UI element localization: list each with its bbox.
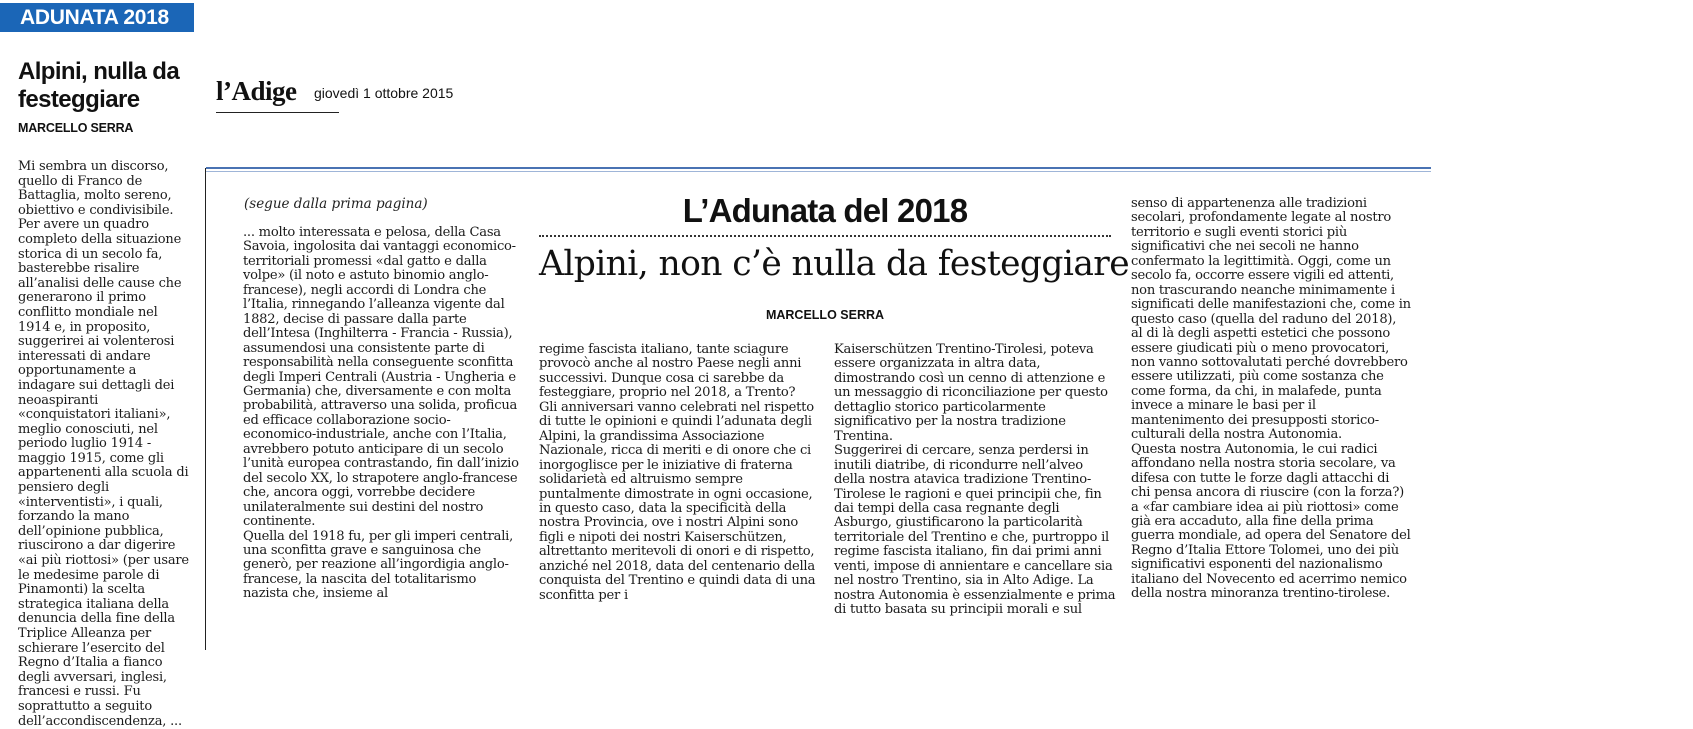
- sidebar-author: MARCELLO SERRA: [18, 121, 134, 135]
- dotted-divider: [539, 235, 1111, 237]
- article-headline: Alpini, non c’è nulla da festeggiare: [539, 244, 1130, 284]
- sidebar-text: Mi sembra un discorso, quello di Franco de Battaglia, molto sereno, obiettivo e condivisibile. Per avere un quadro completo della situazione storica di un secolo fa, basterebbe risalire all’analisi delle cause che generarono il primo conflitto mondiale nel 1914 e, in proposito, suggerirei ai volenterosi interessati di andare opportunamente a indagare sui dettagli dei neoaspiranti «conquistatori italiani», meglio conosciuti, nel periodo luglio 1914 - maggio 1915, come gli appartenenti alla scuola di pensiero degli «interventisti», i quali, forzando la mano dell’opinione pubblica, riuscirono a dar digerire «ai più riottosi» (per usare le medesime parole di Pinamonti) la scelta strategica italiana della denuncia della fine della Triplice Alleanza per schierare l’esercito del Regno d’Italia a fianco degli avversari, inglesi, francesi e russi. Fu soprattutto a seguito dell’accondiscendenza, ...: [18, 159, 189, 729]
- article-column-2: regime fascista italiano, tante sciagure provocò anche al nostro Paese negli anni successivi. Dunque cosa ci sarebbe da festeggiare, proprio nel 2018, a Trento? Gli anniversari vanno celebrati nel rispetto di tutte le opinioni e quindi l’adunata degli Alpini, la grandissima Associazione Nazionale, ricca di meriti e di onore che ci inorgoglisce per le iniziative di fraterna solidarietà ed altruismo sempre puntalmente dimostrate in ogni occasione, in questo caso, data la specificità della nostra Provincia, ove i nostri Alpini sono figli e nipoti dei nostri Kaiserschützen, altrettanto meritevoli di onori e di rispetto, anziché nel 2018, data del centenario della conquista del Trentino e quindi data di una sconfitta per i: [539, 342, 816, 603]
- section-tag: ADUNATA 2018: [0, 3, 194, 32]
- article-top-rule-secondary: [206, 171, 1431, 172]
- masthead-rule: [216, 112, 339, 113]
- article-top-rule: [206, 167, 1431, 169]
- article-byline: MARCELLO SERRA: [765, 308, 885, 322]
- article-column-1: ... molto interessata e pelosa, della Casa Savoia, ingolosita dai vantaggi economico-territoriali promessi «dal gatto e dalla volpe» (il noto e astuto binomio anglo-francese), negli accordi di Londra che l’Italia, rinnegando l’alleanza vigente dal 1882, decise di passare dalla parte dell’Intesa (Inghilterra - Francia - Russia), assumendosi una consistente parte di responsabilità nella conseguente sconfitta degli Imperi Centrali (Austria - Ungheria e Germania) che, diversamente e con molta probabilità, attraverso una solida, proficua ed efficace collaborazione socio-economico-industriale, anche con l’Italia, avrebbero potuto anticipare di un secolo l’unità europea contrastando, fin dall’inizio del secolo XX, lo strapotere anglo-francese che, ancora oggi, vorrebbe decidere unilateralmente sui destini del nostro continente. Quella del 1918 fu, per gli imperi centrali, una sconfitta grave e sanguinosa che generò, per reazione all’ingordigia anglo-francese, la nascita del totalitarismo nazista che, insieme al: [243, 225, 519, 602]
- newspaper-logo: l’Adige: [216, 76, 297, 106]
- issue-date: giovedì 1 ottobre 2015: [314, 85, 454, 101]
- article-column-4: senso di appartenenza alle tradizioni secolari, profondamente legate al nostro territorio e sugli eventi storici più significativi che nei secoli ne hanno confermato la legittimità. Oggi, come un secolo fa, occorre essere vigili ed attenti, non trascurando neanche minimamente i significati delle manifestazioni che, come in questo caso (quella del raduno del 2018), al di là degli aspetti estetici che possono essere giudicati più o meno provocatori, non vanno sottovalutati perché dovrebbero essere utilizzati, più come sostanza che come forma, da chi, in malafede, punta invece a minare le basi per il mantenimento dei presupposti storico-culturali della nostra Autonomia. Questa nostra Autonomia, le cui radici affondano nella nostra storia secolare, va difesa con tutte le forze dagli attacchi di chi pensa ancora di riuscire (con la forza?) a «far cambiare idea ai più riottosi» come già era accaduto, alla fine della prima guerra mondiale, ad opera del Senatore del Regno d’Italia Ettore Tolomei, uno dei più significativi esponenti del nazionalismo italiano del Novecento ed acerrimo nemico della nostra minoranza trentino-tirolese.: [1131, 196, 1411, 602]
- sidebar-title: Alpini, nulla da festeggiare: [18, 58, 180, 113]
- sidebar-summary: [0, 0, 190, 727]
- article-kicker: L’Adunata del 2018: [682, 192, 968, 229]
- masthead: [216, 76, 454, 107]
- vertical-divider: [205, 168, 206, 650]
- article-column-3: Kaiserschützen Trentino-Tirolesi, poteva essere organizzata in altra data, dimostrando così un cenno di attenzione e un messaggio di riconciliazione per questo dettaglio storico particolarmente significativo per la nostra tradizione Trentina. Suggerirei di cercare, senza perdersi in inutili diatribe, di ricondurre nell’alveo della nostra atavica tradizione Trentino-Tirolese le ragioni e quei principii che, fin dai tempi della casa regnante degli Asburgo, giustificarono la particolarità territoriale del Trentino e che, purtroppo il regime fascista italiano, fin dai primi anni venti, impose di annientare e cancellare sia nel nostro Trentino, sia in Alto Adige. La nostra Autonomia è essenzialmente e prima di tutto basata su principii morali e sul: [834, 342, 1116, 618]
- continued-note: (segue dalla prima pagina): [244, 196, 428, 212]
